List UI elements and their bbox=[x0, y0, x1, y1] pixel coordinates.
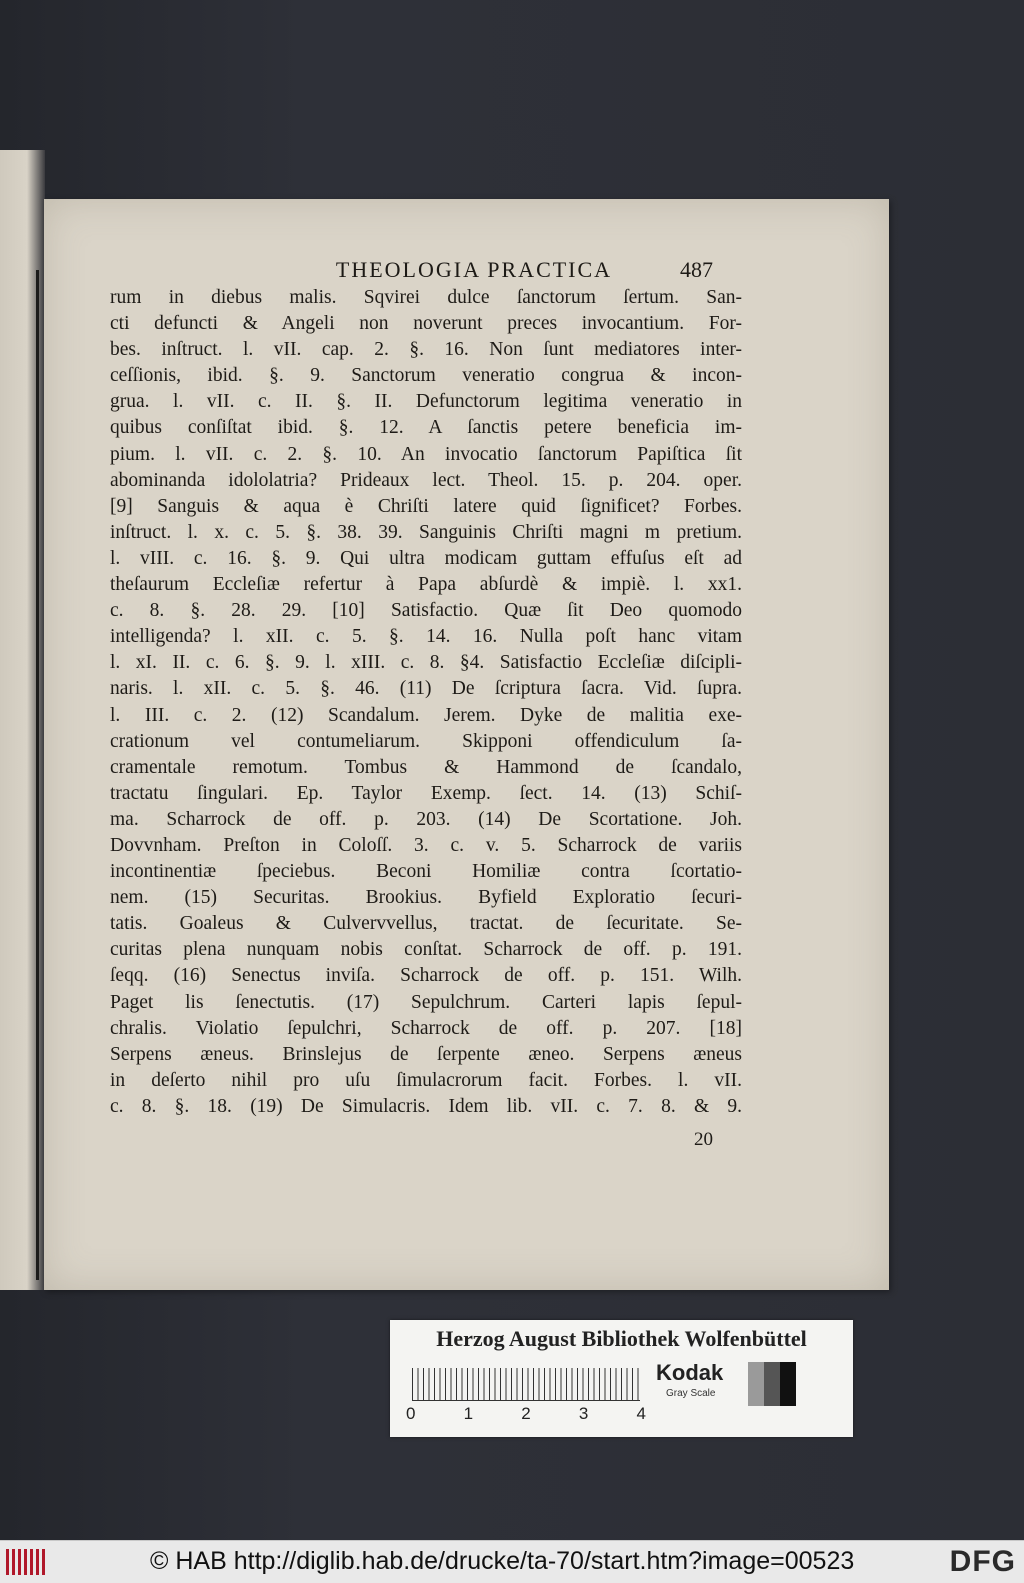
text-line: c. 8. §. 18. (19) De Simulacris. Idem lib. vII. c. 7. 8. & 9. bbox=[110, 1095, 742, 1117]
text-line: rum in diebus malis. Sqvirei dulce ſanctorum ſertum. San- bbox=[110, 287, 742, 308]
text-line: abominanda idololatria? Prideaux lect. Theol. 15. p. 204. oper. bbox=[110, 469, 742, 491]
text-line: l. vIII. c. 16. §. 9. Qui ultra modicam guttam effuſus eſt ad bbox=[110, 547, 742, 569]
text-line: quibus conſiſtat ibid. §. 12. A ſanctis petere beneficia im- bbox=[110, 417, 742, 439]
dfg-logo: DFG bbox=[949, 1545, 1016, 1578]
text-line: bes. inſtruct. l. vII. cap. 2. §. 16. Non ſunt mediatores inter- bbox=[110, 339, 742, 361]
ruler-number: 2 bbox=[521, 1404, 531, 1423]
facing-page-edge bbox=[0, 150, 45, 1290]
text-line: [9] Sanguis & aqua è Chriſti latere quid ſignificet? Forbes. bbox=[110, 495, 742, 517]
footer-bar bbox=[0, 1540, 1024, 1583]
ruler-number: 1 bbox=[463, 1404, 474, 1423]
text-line: ſeqq. (16) Senectus inviſa. Scharrock de off. p. 151. Wilh. bbox=[110, 965, 742, 987]
text-line: curitas plena nunquam nobis conſtat. Scharrock de off. p. 191. bbox=[110, 939, 742, 961]
book-page bbox=[44, 199, 889, 1290]
kodak-brand: Kodak bbox=[656, 1360, 724, 1385]
text-line: cramentale remotum. Tombus & Hammond de ſcandalo, bbox=[110, 756, 742, 778]
text-line: l. xI. II. c. 6. §. 9. l. xIII. c. 8. §4. Satisfactio Eccleſiæ diſcipli- bbox=[110, 652, 742, 674]
gray-patch bbox=[764, 1362, 780, 1406]
page-number: 487 bbox=[680, 257, 713, 282]
ruler-scale bbox=[412, 1368, 640, 1401]
gray-scale-patches bbox=[748, 1362, 796, 1406]
ruler-number: 3 bbox=[578, 1404, 589, 1423]
text-line: chralis. Violatio ſepulchri, Scharrock de off. p. 207. [18] bbox=[110, 1017, 742, 1039]
gray-patch bbox=[748, 1362, 764, 1406]
text-line: inſtruct. l. x. c. 5. §. 38. 39. Sanguinis Chriſti magni m pretium. bbox=[110, 521, 742, 543]
text-line: cti defuncti & Angeli non noverunt preces invocantium. For- bbox=[110, 313, 742, 335]
text-line: c. 8. §. 28. 29. [10] Satisfactio. Quæ ſit Deo quomodo bbox=[110, 600, 742, 622]
text-line: l. III. c. 2. (12) Scandalum. Jerem. Dyke de malitia exe- bbox=[110, 704, 742, 726]
text-line: Paget lis ſenectutis. (17) Sepulchrum. Carteri lapis ſepul- bbox=[110, 991, 742, 1013]
text-line: tractatu ſingulari. Ep. Taylor Exemp. ſect. 14. (13) Schiſ- bbox=[110, 782, 742, 804]
hab-logo-icon bbox=[6, 1549, 48, 1575]
text-line: ceſſionis, ibid. §. 9. Sanctorum veneratio congrua & incon- bbox=[110, 365, 742, 387]
ruler-numbers bbox=[406, 1404, 646, 1424]
text-line: nem. (15) Securitas. Brookius. Byfield Exploratio ſecuri- bbox=[110, 887, 742, 909]
text-line: in deſerto nihil pro uſu ſimulacrorum facit. Forbes. l. vII. bbox=[110, 1069, 742, 1091]
color-target-card bbox=[390, 1320, 853, 1437]
text-line: ma. Scharrock de off. p. 203. (14) De Scortatione. Joh. bbox=[110, 808, 742, 830]
text-line: pium. l. vII. c. 2. §. 10. An invocatio ſanctorum Papiſtica ſit bbox=[110, 443, 742, 465]
text-line: Serpens æneus. Brinslejus de ſerpente æneo. Serpens æneus bbox=[110, 1043, 742, 1065]
text-line: Dovvnham. Preſton in Coloſſ. 3. c. v. 5. Scharrock de variis bbox=[110, 834, 742, 856]
ruler-number: 4 bbox=[636, 1404, 646, 1423]
text-line: grua. l. vII. c. II. §. II. Defunctorum legitima veneratio in bbox=[110, 391, 742, 413]
kodak-gray-scale-label: Gray Scale bbox=[666, 1388, 716, 1399]
gutter-shadow bbox=[36, 270, 39, 1280]
gray-patch bbox=[780, 1362, 796, 1406]
text-line: crationum vel contumeliarum. Skipponi offendiculum ſa- bbox=[110, 730, 742, 752]
running-head: THEOLOGIA PRACTICA bbox=[335, 257, 613, 282]
library-name: Herzog August Bibliothek Wolfenbüttel bbox=[436, 1326, 807, 1351]
copyright-url[interactable]: © HAB http://diglib.hab.de/drucke/ta-70/start.htm?image=00523 bbox=[150, 1547, 855, 1575]
text-line: intelligenda? l. xII. c. 5. §. 14. 16. Nulla poſt hanc vitam bbox=[110, 626, 742, 648]
catchword: 20 bbox=[694, 1129, 713, 1150]
text-line: naris. l. xII. c. 5. §. 46. (11) De ſcriptura ſacra. Vid. ſupra. bbox=[110, 678, 742, 700]
text-line: tatis. Goaleus & Culvervvellus, tractat. de ſecuritate. Se- bbox=[110, 913, 742, 935]
ruler-number: 0 bbox=[406, 1404, 416, 1423]
text-line: incontinentiæ ſpeciebus. Beconi Homiliæ contra ſcortatio- bbox=[110, 861, 742, 883]
text-line: theſaurum Eccleſiæ refertur à Papa abſurdè & impiè. l. xx1. bbox=[110, 574, 742, 596]
body-text bbox=[110, 285, 742, 1120]
